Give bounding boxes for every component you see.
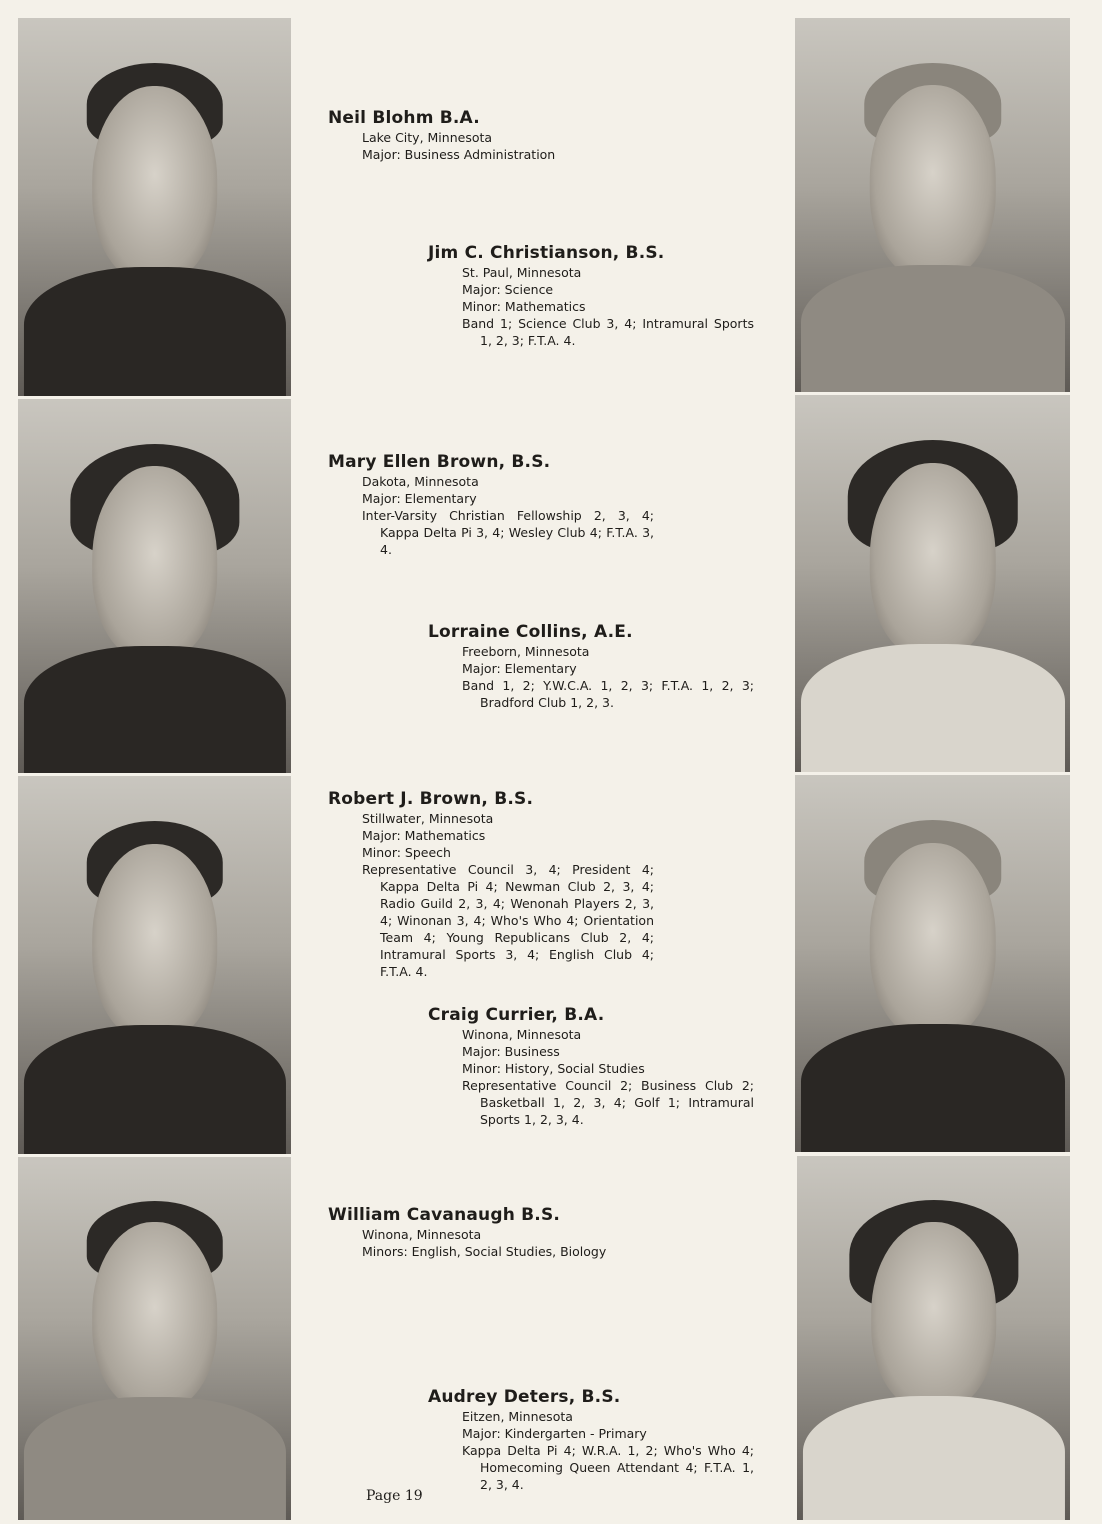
entry-audrey-deters xyxy=(428,1387,754,1493)
portrait-photo-jim-christianson xyxy=(795,18,1070,392)
entry-activities: Kappa Delta Pi 4; W.R.A. 1, 2; Who's Who 4; Homecoming Queen Attendant 4; F.T.A. 1, 2, 3, 4. xyxy=(462,1443,754,1492)
entry-minors: Minors: English, Social Studies, Biology xyxy=(362,1244,607,1259)
entry-name: William Cavanaugh B.S. xyxy=(328,1205,561,1225)
entry-william-cavanaugh xyxy=(328,1205,708,1260)
entry-hometown: Stillwater, Minnesota xyxy=(362,811,494,826)
entry-minor: Minor: Speech xyxy=(362,845,451,860)
entry-neil-blohm xyxy=(328,108,708,163)
entry-name: Jim C. Christianson, B.S. xyxy=(428,243,665,263)
entry-mary-ellen-brown xyxy=(328,452,654,558)
entry-minor: Minor: History, Social Studies xyxy=(462,1061,645,1076)
portrait-suit xyxy=(801,1024,1065,1152)
entry-major: Major: Kindergarten - Primary xyxy=(462,1426,647,1441)
portrait-photo-craig-currier xyxy=(795,775,1070,1152)
entry-jim-christianson xyxy=(428,243,754,349)
entry-name: Audrey Deters, B.S. xyxy=(428,1387,621,1407)
entry-activities: Inter-Varsity Christian Fellowship 2, 3, 4; Kappa Delta Pi 3, 4; Wesley Club 4; F.T.A. 3, 4. xyxy=(362,508,654,557)
entry-hometown: Lake City, Minnesota xyxy=(362,130,493,145)
entry-name: Mary Ellen Brown, B.S. xyxy=(328,452,551,472)
entry-hometown: Freeborn, Minnesota xyxy=(462,644,590,659)
portrait-suit xyxy=(801,265,1065,392)
entry-craig-currier xyxy=(428,1005,754,1128)
entry-activities: Representative Council 2; Business Club 2; Basketball 1, 2, 3, 4; Golf 1; Intramural Sports 1, 2, 3, 4. xyxy=(462,1078,754,1127)
entry-name: Lorraine Collins, A.E. xyxy=(428,622,633,642)
portrait-face xyxy=(92,844,218,1041)
portrait-sweater xyxy=(23,646,285,773)
portrait-photo-lorraine-collins xyxy=(795,395,1070,772)
entry-major: Major: Science xyxy=(462,282,554,297)
page-number: Page 19 xyxy=(366,1488,423,1504)
entry-major: Major: Elementary xyxy=(362,491,477,506)
portrait-face xyxy=(871,1222,997,1411)
portrait-photo-neil-blohm xyxy=(18,18,291,396)
entry-hometown: Dakota, Minnesota xyxy=(362,474,479,489)
portrait-photo-william-cavanaugh xyxy=(18,1157,291,1520)
portrait-face xyxy=(869,463,996,659)
portrait-suit xyxy=(23,1397,285,1520)
portrait-suit xyxy=(23,267,285,396)
entry-robert-j-brown xyxy=(328,789,654,980)
portrait-face xyxy=(92,1222,218,1411)
portrait-face xyxy=(92,466,218,660)
portrait-sweater xyxy=(801,644,1065,772)
entry-activities: Representative Council 3, 4; President 4; Kappa Delta Pi 4; Newman Club 2, 3, 4; Radio Guild 2, 3, 4; Wenonah Players 2, 3, 4; Winonan 3, 4; Who's Who 4; Orientation Team 4; Young Republicans Club 2, 4; Intramural Sports 3, 4; English Club 4; F.T.A. 4. xyxy=(362,862,654,979)
entry-minor: Minor: Mathematics xyxy=(462,299,586,314)
portrait-face xyxy=(92,86,218,283)
entry-hometown: Winona, Minnesota xyxy=(362,1227,482,1242)
portrait-photo-audrey-deters xyxy=(797,1156,1070,1520)
entry-hometown: St. Paul, Minnesota xyxy=(462,265,582,280)
entry-major: Major: Mathematics xyxy=(362,828,486,843)
portrait-suit xyxy=(23,1025,285,1154)
portrait-blouse xyxy=(802,1396,1064,1520)
entry-hometown: Eitzen, Minnesota xyxy=(462,1409,573,1424)
entry-name: Robert J. Brown, B.S. xyxy=(328,789,534,809)
entry-hometown: Winona, Minnesota xyxy=(462,1027,582,1042)
portrait-photo-robert-j-brown xyxy=(18,776,291,1154)
entry-lorraine-collins xyxy=(428,622,754,711)
entry-name: Craig Currier, B.A. xyxy=(428,1005,605,1025)
portrait-photo-mary-ellen-brown xyxy=(18,399,291,773)
entry-activities: Band 1, 2; Y.W.C.A. 1, 2, 3; F.T.A. 1, 2, 3; Bradford Club 1, 2, 3. xyxy=(462,678,754,710)
portrait-face xyxy=(869,85,996,279)
portrait-face xyxy=(869,843,996,1039)
entry-major: Major: Elementary xyxy=(462,661,577,676)
entry-name: Neil Blohm B.A. xyxy=(328,108,480,128)
entry-activities: Band 1; Science Club 3, 4; Intramural Sports 1, 2, 3; F.T.A. 4. xyxy=(462,316,754,348)
entry-major: Major: Business xyxy=(462,1044,560,1059)
entry-major: Major: Business Administration xyxy=(362,147,556,162)
